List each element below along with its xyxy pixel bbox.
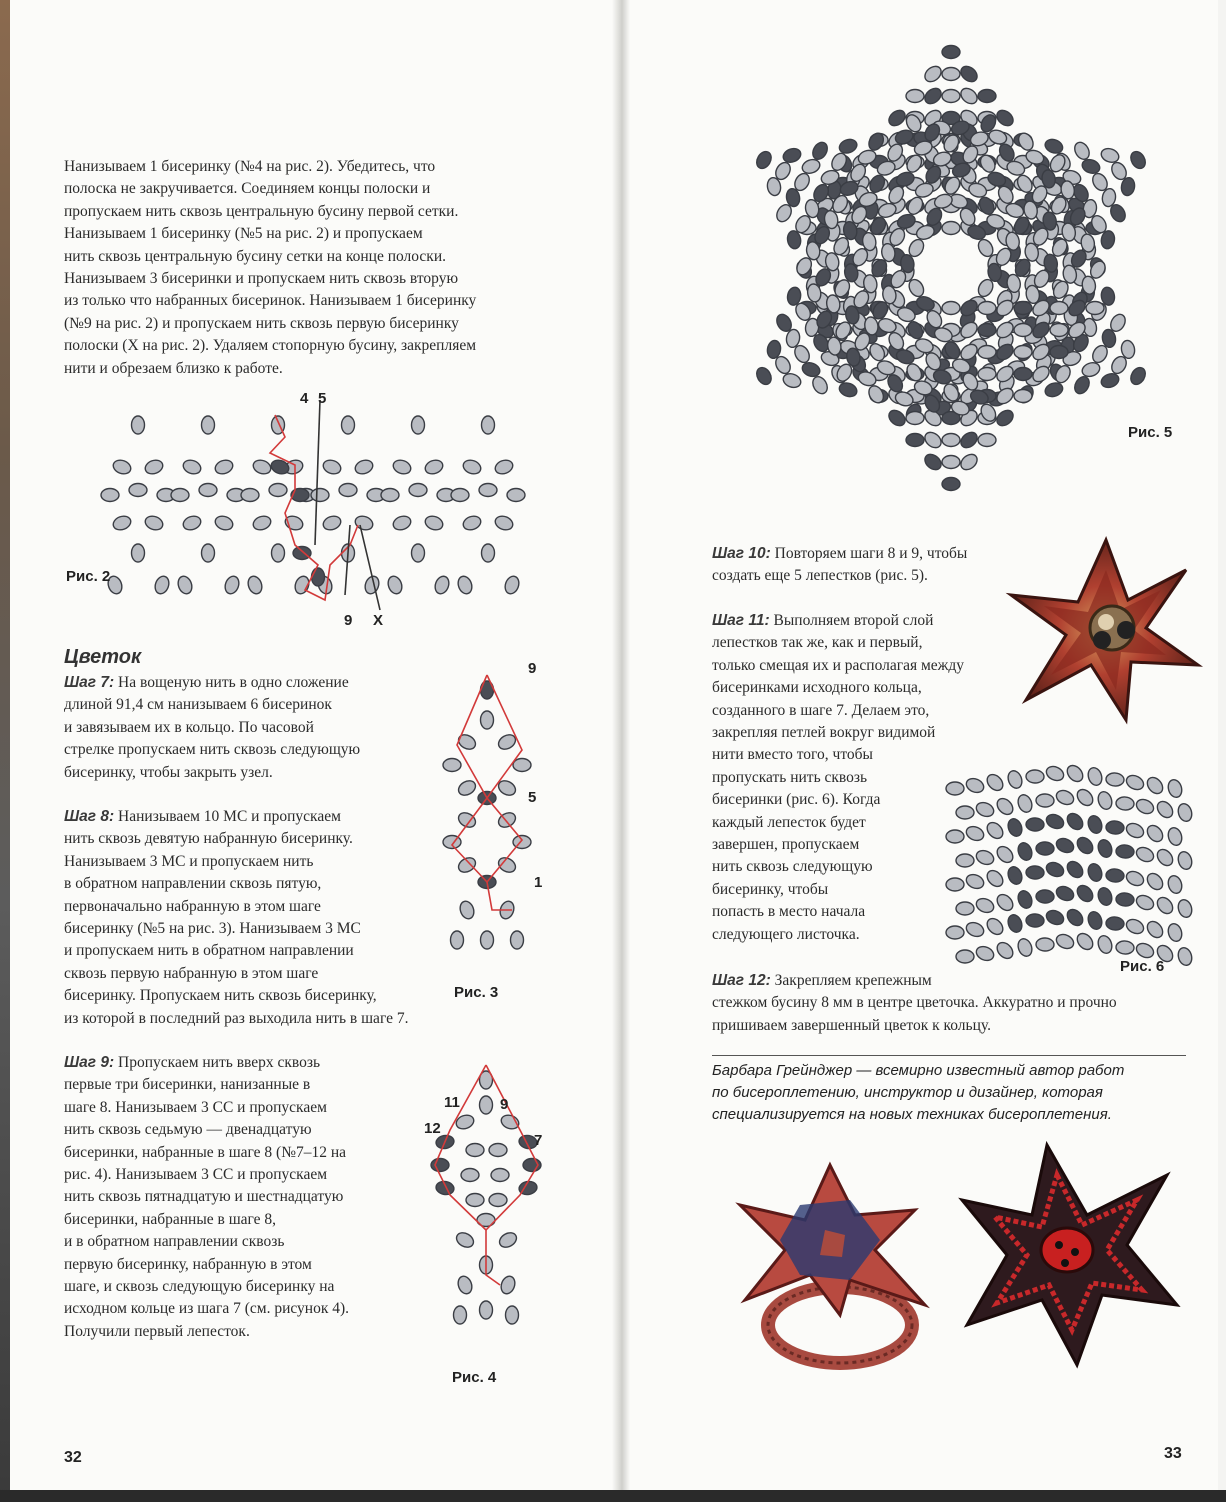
bead bbox=[922, 429, 944, 451]
figure-6-diagram bbox=[940, 752, 1200, 972]
bead bbox=[132, 416, 145, 434]
bead bbox=[1044, 908, 1066, 927]
bead bbox=[511, 931, 524, 949]
figure-3-diagram bbox=[442, 670, 532, 990]
bead bbox=[342, 416, 355, 434]
bead bbox=[1096, 886, 1114, 907]
figure-2-label: Рис. 2 bbox=[66, 568, 111, 585]
step-12-title: Шаг 12: bbox=[712, 972, 771, 989]
step-8-title: Шаг 8: bbox=[64, 808, 115, 825]
bead bbox=[942, 68, 960, 81]
bead bbox=[1128, 365, 1148, 387]
bead bbox=[1144, 870, 1166, 892]
bead bbox=[1154, 798, 1176, 820]
ring-photo-right bbox=[952, 1140, 1192, 1380]
bead bbox=[956, 950, 974, 963]
bead bbox=[984, 868, 1006, 890]
bead bbox=[994, 796, 1016, 818]
bead bbox=[978, 324, 996, 337]
bead bbox=[958, 451, 980, 473]
bead bbox=[241, 489, 259, 502]
bead bbox=[1116, 940, 1135, 954]
bead bbox=[1026, 818, 1044, 832]
bead bbox=[213, 458, 234, 476]
bead bbox=[213, 514, 234, 532]
bead bbox=[978, 90, 996, 103]
bead bbox=[339, 484, 357, 497]
bead bbox=[111, 514, 132, 532]
bead bbox=[942, 46, 960, 59]
bead bbox=[1036, 938, 1054, 952]
bead bbox=[1050, 346, 1068, 359]
bead bbox=[942, 90, 960, 103]
fig4-number-11: 11 bbox=[444, 1094, 460, 1111]
bead bbox=[491, 1169, 509, 1182]
bead bbox=[964, 920, 986, 939]
bead bbox=[1144, 822, 1166, 844]
step-7-text: На вощеную нить в одно сложение длиной 91,4 см нанизываем 6 бисеринок и завязываем их в кольцо. По часовой стрелке пропускаем нить сквозь следующую бисеринку, чтобы закрыть узел. bbox=[64, 674, 361, 781]
bead bbox=[1080, 157, 1101, 175]
bead bbox=[143, 514, 164, 532]
step-8-paragraph bbox=[64, 806, 484, 1030]
bead bbox=[506, 1306, 519, 1324]
bead bbox=[480, 1301, 493, 1319]
step-9-title: Шаг 9: bbox=[64, 1054, 115, 1071]
bead bbox=[433, 574, 451, 595]
bead bbox=[480, 1096, 493, 1114]
bead bbox=[129, 484, 147, 497]
bead bbox=[321, 514, 342, 532]
bead bbox=[1124, 821, 1146, 841]
bead bbox=[451, 489, 469, 502]
thread-path bbox=[452, 675, 522, 882]
bead bbox=[984, 820, 1006, 842]
bead bbox=[1016, 841, 1035, 862]
bead bbox=[456, 778, 478, 798]
bead bbox=[251, 514, 272, 532]
book-gutter bbox=[612, 0, 630, 1490]
bead bbox=[1074, 882, 1096, 904]
bead bbox=[481, 931, 494, 949]
bead bbox=[199, 484, 217, 497]
bead bbox=[466, 1144, 484, 1157]
step-9-text: Пропускаем нить вверх сквозь первые три бисеринки, нанизанные в шаге 8. Нанизываем 3 СС и пропускаем нить сквозь седьмую — двенадцатую бисеринки, набранные в шаге 8 (№7–12 на рис. 4). Нанизываем 3 СС и пропускаем нить сквозь пятнадцатую и шестнадцатую бисеринки, набранные в шаге 8, и в обратном направлении сквозь первую бисеринку, набранную в этом шаге, и сквозь следующую бисеринку на исходном кольце из шага 7 (см. рисунок 4). Получили первый лепесток. bbox=[64, 1054, 350, 1340]
bead bbox=[837, 381, 858, 399]
bead bbox=[111, 458, 132, 476]
bead bbox=[754, 149, 774, 171]
section-heading-flower: Цветок bbox=[64, 646, 142, 668]
bead bbox=[922, 85, 944, 107]
thread-path bbox=[270, 415, 358, 600]
bead bbox=[1064, 858, 1086, 880]
bead bbox=[272, 544, 285, 562]
bead bbox=[781, 146, 802, 164]
bead bbox=[1096, 790, 1114, 811]
bead bbox=[1128, 149, 1148, 171]
bead bbox=[454, 1306, 467, 1324]
intro-paragraph: Нанизываем 1 бисеринку (№4 на рис. 2). Убедитесь, что полоска не закручивается. Соединяем концы полоски и пропускаем нить сквозь центральную бусину первой сетки. Нанизываем 1 бисеринку (№5 на рис. 2) и пропускаем нить сквозь центральную бусину сетки на конце полоски. Нанизываем 3 бисеринки и пропускаем нить сквозь вторую из только что набранных бисеринок. Нанизываем 1 бисеринку (№9 на рис. 2) и пропускаем нить сквозь первую бисеринку полоски (Х на рис. 2). Удаляем стопорную бусину, закрепляем нити и обрезаем близко к работе. bbox=[64, 158, 477, 377]
bead bbox=[353, 458, 374, 476]
bead bbox=[202, 544, 215, 562]
bead bbox=[978, 368, 996, 381]
bead bbox=[1166, 922, 1184, 943]
bead bbox=[202, 416, 215, 434]
bead bbox=[1026, 866, 1044, 880]
bead bbox=[1072, 140, 1092, 162]
bead bbox=[1064, 906, 1086, 928]
bead bbox=[978, 153, 998, 175]
bead bbox=[1006, 769, 1025, 790]
bead bbox=[1016, 937, 1035, 958]
bead bbox=[974, 944, 996, 963]
bead bbox=[493, 514, 514, 532]
bead bbox=[922, 63, 944, 85]
bead bbox=[942, 478, 960, 491]
bead bbox=[431, 1159, 449, 1172]
bead bbox=[1064, 762, 1086, 784]
bead bbox=[781, 371, 802, 389]
bead bbox=[291, 489, 309, 502]
bead bbox=[176, 574, 194, 595]
bead bbox=[1086, 766, 1104, 787]
bead bbox=[1096, 838, 1114, 859]
bead bbox=[977, 195, 997, 217]
bead bbox=[499, 1113, 520, 1131]
bead bbox=[800, 360, 821, 378]
bead bbox=[922, 451, 944, 473]
bead bbox=[964, 872, 986, 891]
bead bbox=[1176, 898, 1194, 919]
step-7-title: Шаг 7: bbox=[64, 674, 115, 691]
bead bbox=[994, 940, 1016, 962]
bead bbox=[412, 416, 425, 434]
bead bbox=[906, 90, 924, 103]
bead bbox=[153, 574, 171, 595]
bead bbox=[456, 574, 474, 595]
step-11-text: Выполняем второй слой лепестков так же, как и первый, только смещая их и располагая между бисеринками исходного кольца, созданного в шаге 7. Делаем это, закрепляя петлей вокруг видимой нити вместо того, чтобы пропускать нить сквозь бисеринки (рис. 6). Когда каждый лепесток будет завершен, пропускаем нить сквозь следующую бисеринку, чтобы попасть в место начала следующего листочка. bbox=[712, 612, 965, 943]
step-8-text: Нанизываем 10 МС и пропускаем нить сквозь девятую набранную бисеринку. Нанизываем 3 МС и пропускаем нить в обратном направлении сквозь пятую, первоначально набранную в этом шаге бисеринку (№5 на рис. 3). Нанизываем 3 МС и пропускаем нить в обратном направлении сквозь первую набранную в этом шаге бисеринку. Пропускаем нить сквозь бисеринку, из которой в последний раз выходила нить в шаге 7. bbox=[64, 808, 409, 1027]
bead bbox=[904, 153, 924, 175]
bead bbox=[1144, 918, 1166, 940]
ring-photo-left bbox=[720, 1140, 950, 1380]
bead bbox=[181, 514, 202, 532]
bead bbox=[904, 361, 924, 383]
bead bbox=[1166, 778, 1184, 799]
bead bbox=[1044, 764, 1066, 783]
bead bbox=[461, 514, 482, 532]
bead bbox=[1134, 797, 1156, 817]
bead bbox=[754, 365, 774, 387]
figure-3-label: Рис. 3 bbox=[454, 984, 499, 1001]
bead bbox=[867, 341, 887, 363]
bead bbox=[489, 1144, 507, 1157]
fig4-number-9: 9 bbox=[500, 1096, 509, 1113]
bead bbox=[435, 1180, 455, 1196]
bead bbox=[906, 412, 924, 425]
bead bbox=[1044, 860, 1066, 879]
bead bbox=[994, 892, 1016, 914]
bead bbox=[1014, 390, 1032, 403]
step-7-paragraph bbox=[64, 672, 434, 784]
bead bbox=[1086, 862, 1104, 883]
step-10-paragraph bbox=[712, 543, 1002, 588]
bead bbox=[867, 173, 887, 195]
bead bbox=[978, 346, 996, 359]
bead bbox=[458, 899, 476, 920]
bottom-edge bbox=[0, 1490, 1226, 1502]
bead bbox=[886, 407, 908, 429]
bead bbox=[1064, 810, 1086, 832]
step-10-text: Повторяем шаги 8 и 9, чтобы создать еще 5 лепестков (рис. 5). bbox=[712, 545, 968, 585]
author-bio: Барбара Грейнджер — всемирно известный автор работ по бисероплетению, инструктор и дизайнер, которая специализируется на новых техниках бисероплетения. bbox=[712, 1062, 1125, 1123]
bead bbox=[800, 157, 821, 175]
bead bbox=[1072, 374, 1092, 396]
bead bbox=[1016, 889, 1035, 910]
bead bbox=[984, 772, 1006, 794]
bead bbox=[412, 544, 425, 562]
flower-photo-step-11 bbox=[1006, 530, 1206, 720]
bead bbox=[461, 1169, 479, 1182]
bead bbox=[1016, 793, 1035, 814]
bead bbox=[1116, 844, 1135, 858]
bead bbox=[1124, 869, 1146, 889]
bead bbox=[906, 434, 924, 447]
bead bbox=[1074, 786, 1096, 808]
bead bbox=[956, 902, 974, 915]
bead bbox=[994, 844, 1016, 866]
bead bbox=[1050, 324, 1068, 337]
bead bbox=[482, 544, 495, 562]
bead bbox=[479, 484, 497, 497]
bead bbox=[1086, 302, 1104, 315]
bead bbox=[1054, 788, 1076, 807]
fig2-number-9: 9 bbox=[344, 612, 353, 629]
fig2-number-4: 4 bbox=[300, 390, 309, 407]
bead bbox=[1096, 934, 1114, 955]
bead bbox=[1006, 913, 1025, 934]
bead bbox=[1014, 324, 1032, 337]
bead bbox=[391, 514, 412, 532]
bead bbox=[456, 855, 478, 875]
bead bbox=[1050, 302, 1068, 315]
bead bbox=[1074, 834, 1096, 856]
bead bbox=[942, 434, 960, 447]
bead bbox=[1116, 892, 1135, 906]
bead bbox=[994, 407, 1016, 429]
bead bbox=[1176, 850, 1194, 871]
bead bbox=[1106, 868, 1125, 882]
bead bbox=[443, 759, 461, 772]
bead bbox=[1134, 845, 1156, 865]
bead bbox=[386, 574, 404, 595]
bead bbox=[946, 782, 964, 795]
bead bbox=[1036, 794, 1054, 808]
bead bbox=[513, 759, 531, 772]
bead bbox=[381, 489, 399, 502]
step-12-text: Закрепляем крепежным стежком бусину 8 мм в центре цветочка. Аккуратно и прочно пришиваем завершенный цветок к кольцу. bbox=[712, 972, 1117, 1034]
bead bbox=[493, 458, 514, 476]
figure-5-label: Рис. 5 bbox=[1128, 424, 1173, 441]
bead bbox=[1176, 802, 1194, 823]
bead bbox=[454, 1230, 476, 1250]
bead bbox=[1026, 770, 1044, 784]
bead bbox=[837, 137, 858, 155]
fig4-number-12: 12 bbox=[424, 1120, 441, 1137]
bead bbox=[956, 854, 974, 867]
bead bbox=[1015, 173, 1035, 195]
bead bbox=[269, 484, 287, 497]
page-number-left: 32 bbox=[64, 1449, 82, 1466]
bead bbox=[1154, 894, 1176, 916]
bead bbox=[489, 1194, 507, 1207]
thread-path bbox=[315, 400, 320, 545]
bead bbox=[171, 489, 189, 502]
bead bbox=[423, 514, 444, 532]
bead bbox=[1166, 874, 1184, 895]
bead bbox=[1106, 916, 1125, 930]
bead bbox=[497, 1230, 519, 1250]
bead bbox=[1006, 865, 1025, 886]
bead bbox=[946, 878, 964, 891]
bio-divider bbox=[712, 1055, 1186, 1056]
bead bbox=[1036, 842, 1054, 856]
figure-5-star-diagram bbox=[736, 38, 1166, 518]
bead bbox=[1014, 368, 1032, 381]
bead bbox=[466, 1194, 484, 1207]
bead bbox=[964, 824, 986, 843]
bead bbox=[1116, 796, 1135, 810]
bead bbox=[1036, 890, 1054, 904]
bead bbox=[251, 458, 272, 476]
bead bbox=[1080, 360, 1101, 378]
bead bbox=[1166, 826, 1184, 847]
bead bbox=[1054, 932, 1076, 951]
bead bbox=[1054, 884, 1076, 903]
bead bbox=[974, 896, 996, 915]
step-11-title: Шаг 11: bbox=[712, 612, 770, 629]
bead bbox=[958, 63, 980, 85]
bead bbox=[1099, 371, 1120, 389]
bead bbox=[905, 195, 925, 217]
bead bbox=[246, 574, 264, 595]
bead bbox=[1014, 346, 1032, 359]
bead bbox=[451, 931, 464, 949]
bead bbox=[1026, 914, 1044, 928]
bead bbox=[481, 711, 494, 729]
bead bbox=[1154, 846, 1176, 868]
bead bbox=[101, 489, 119, 502]
bead bbox=[1006, 817, 1025, 838]
bead bbox=[1099, 146, 1120, 164]
bead bbox=[1074, 930, 1096, 952]
figure-2-diagram bbox=[90, 395, 520, 615]
fig4-number-7: 7 bbox=[534, 1132, 543, 1149]
bead bbox=[461, 458, 482, 476]
fig3-number-5: 5 bbox=[528, 789, 537, 806]
bead bbox=[942, 222, 960, 235]
bead bbox=[1176, 946, 1194, 967]
bead bbox=[1106, 772, 1125, 786]
bead bbox=[994, 107, 1016, 129]
bead bbox=[132, 544, 145, 562]
bead bbox=[409, 484, 427, 497]
fig2-number-5: 5 bbox=[318, 390, 327, 407]
bead bbox=[321, 458, 342, 476]
bead bbox=[978, 434, 996, 447]
step-12-paragraph bbox=[712, 970, 1192, 1037]
step-10-title: Шаг 10: bbox=[712, 545, 771, 562]
thread-path bbox=[360, 525, 380, 610]
bead bbox=[964, 776, 986, 795]
bead bbox=[1144, 774, 1166, 796]
bead bbox=[984, 916, 1006, 938]
bead bbox=[1014, 302, 1032, 315]
bead bbox=[1086, 814, 1104, 835]
fig2-label-x: X bbox=[373, 612, 384, 629]
bead bbox=[507, 489, 525, 502]
bead bbox=[1044, 812, 1066, 831]
bead bbox=[181, 458, 202, 476]
bead bbox=[1086, 910, 1104, 931]
bead bbox=[311, 489, 329, 502]
bead bbox=[503, 574, 521, 595]
figure-4-diagram bbox=[420, 1060, 560, 1360]
figure-4-label: Рис. 4 bbox=[452, 1369, 497, 1386]
page-number-right: 33 bbox=[1164, 1445, 1182, 1462]
bead bbox=[946, 830, 964, 843]
bead bbox=[456, 810, 478, 830]
bead bbox=[946, 926, 964, 939]
bead bbox=[958, 85, 980, 107]
bead bbox=[942, 302, 960, 315]
bead bbox=[1106, 820, 1125, 834]
bead bbox=[456, 1274, 474, 1295]
bead bbox=[810, 374, 830, 396]
bead bbox=[905, 319, 925, 341]
bead bbox=[956, 806, 974, 819]
bead bbox=[499, 1274, 517, 1295]
bead bbox=[1124, 773, 1146, 793]
step-9-paragraph bbox=[64, 1052, 409, 1343]
bead bbox=[810, 140, 830, 162]
bead bbox=[482, 416, 495, 434]
bead bbox=[143, 458, 164, 476]
bead bbox=[974, 800, 996, 819]
bead bbox=[423, 458, 444, 476]
bead bbox=[223, 574, 241, 595]
bead bbox=[1124, 917, 1146, 937]
bead bbox=[958, 429, 980, 451]
bead bbox=[391, 458, 412, 476]
left-edge-shadow bbox=[0, 0, 10, 1502]
bead bbox=[942, 456, 960, 469]
bead bbox=[974, 848, 996, 867]
bead bbox=[886, 107, 908, 129]
fig3-number-9: 9 bbox=[528, 660, 537, 677]
bead bbox=[312, 568, 325, 586]
bead bbox=[1134, 893, 1156, 913]
bead bbox=[978, 302, 996, 315]
fig3-number-1: 1 bbox=[534, 874, 543, 891]
figure-6-label: Рис. 6 bbox=[1120, 958, 1165, 975]
bead bbox=[1054, 836, 1076, 855]
bead bbox=[1043, 381, 1064, 399]
bead bbox=[1043, 137, 1064, 155]
